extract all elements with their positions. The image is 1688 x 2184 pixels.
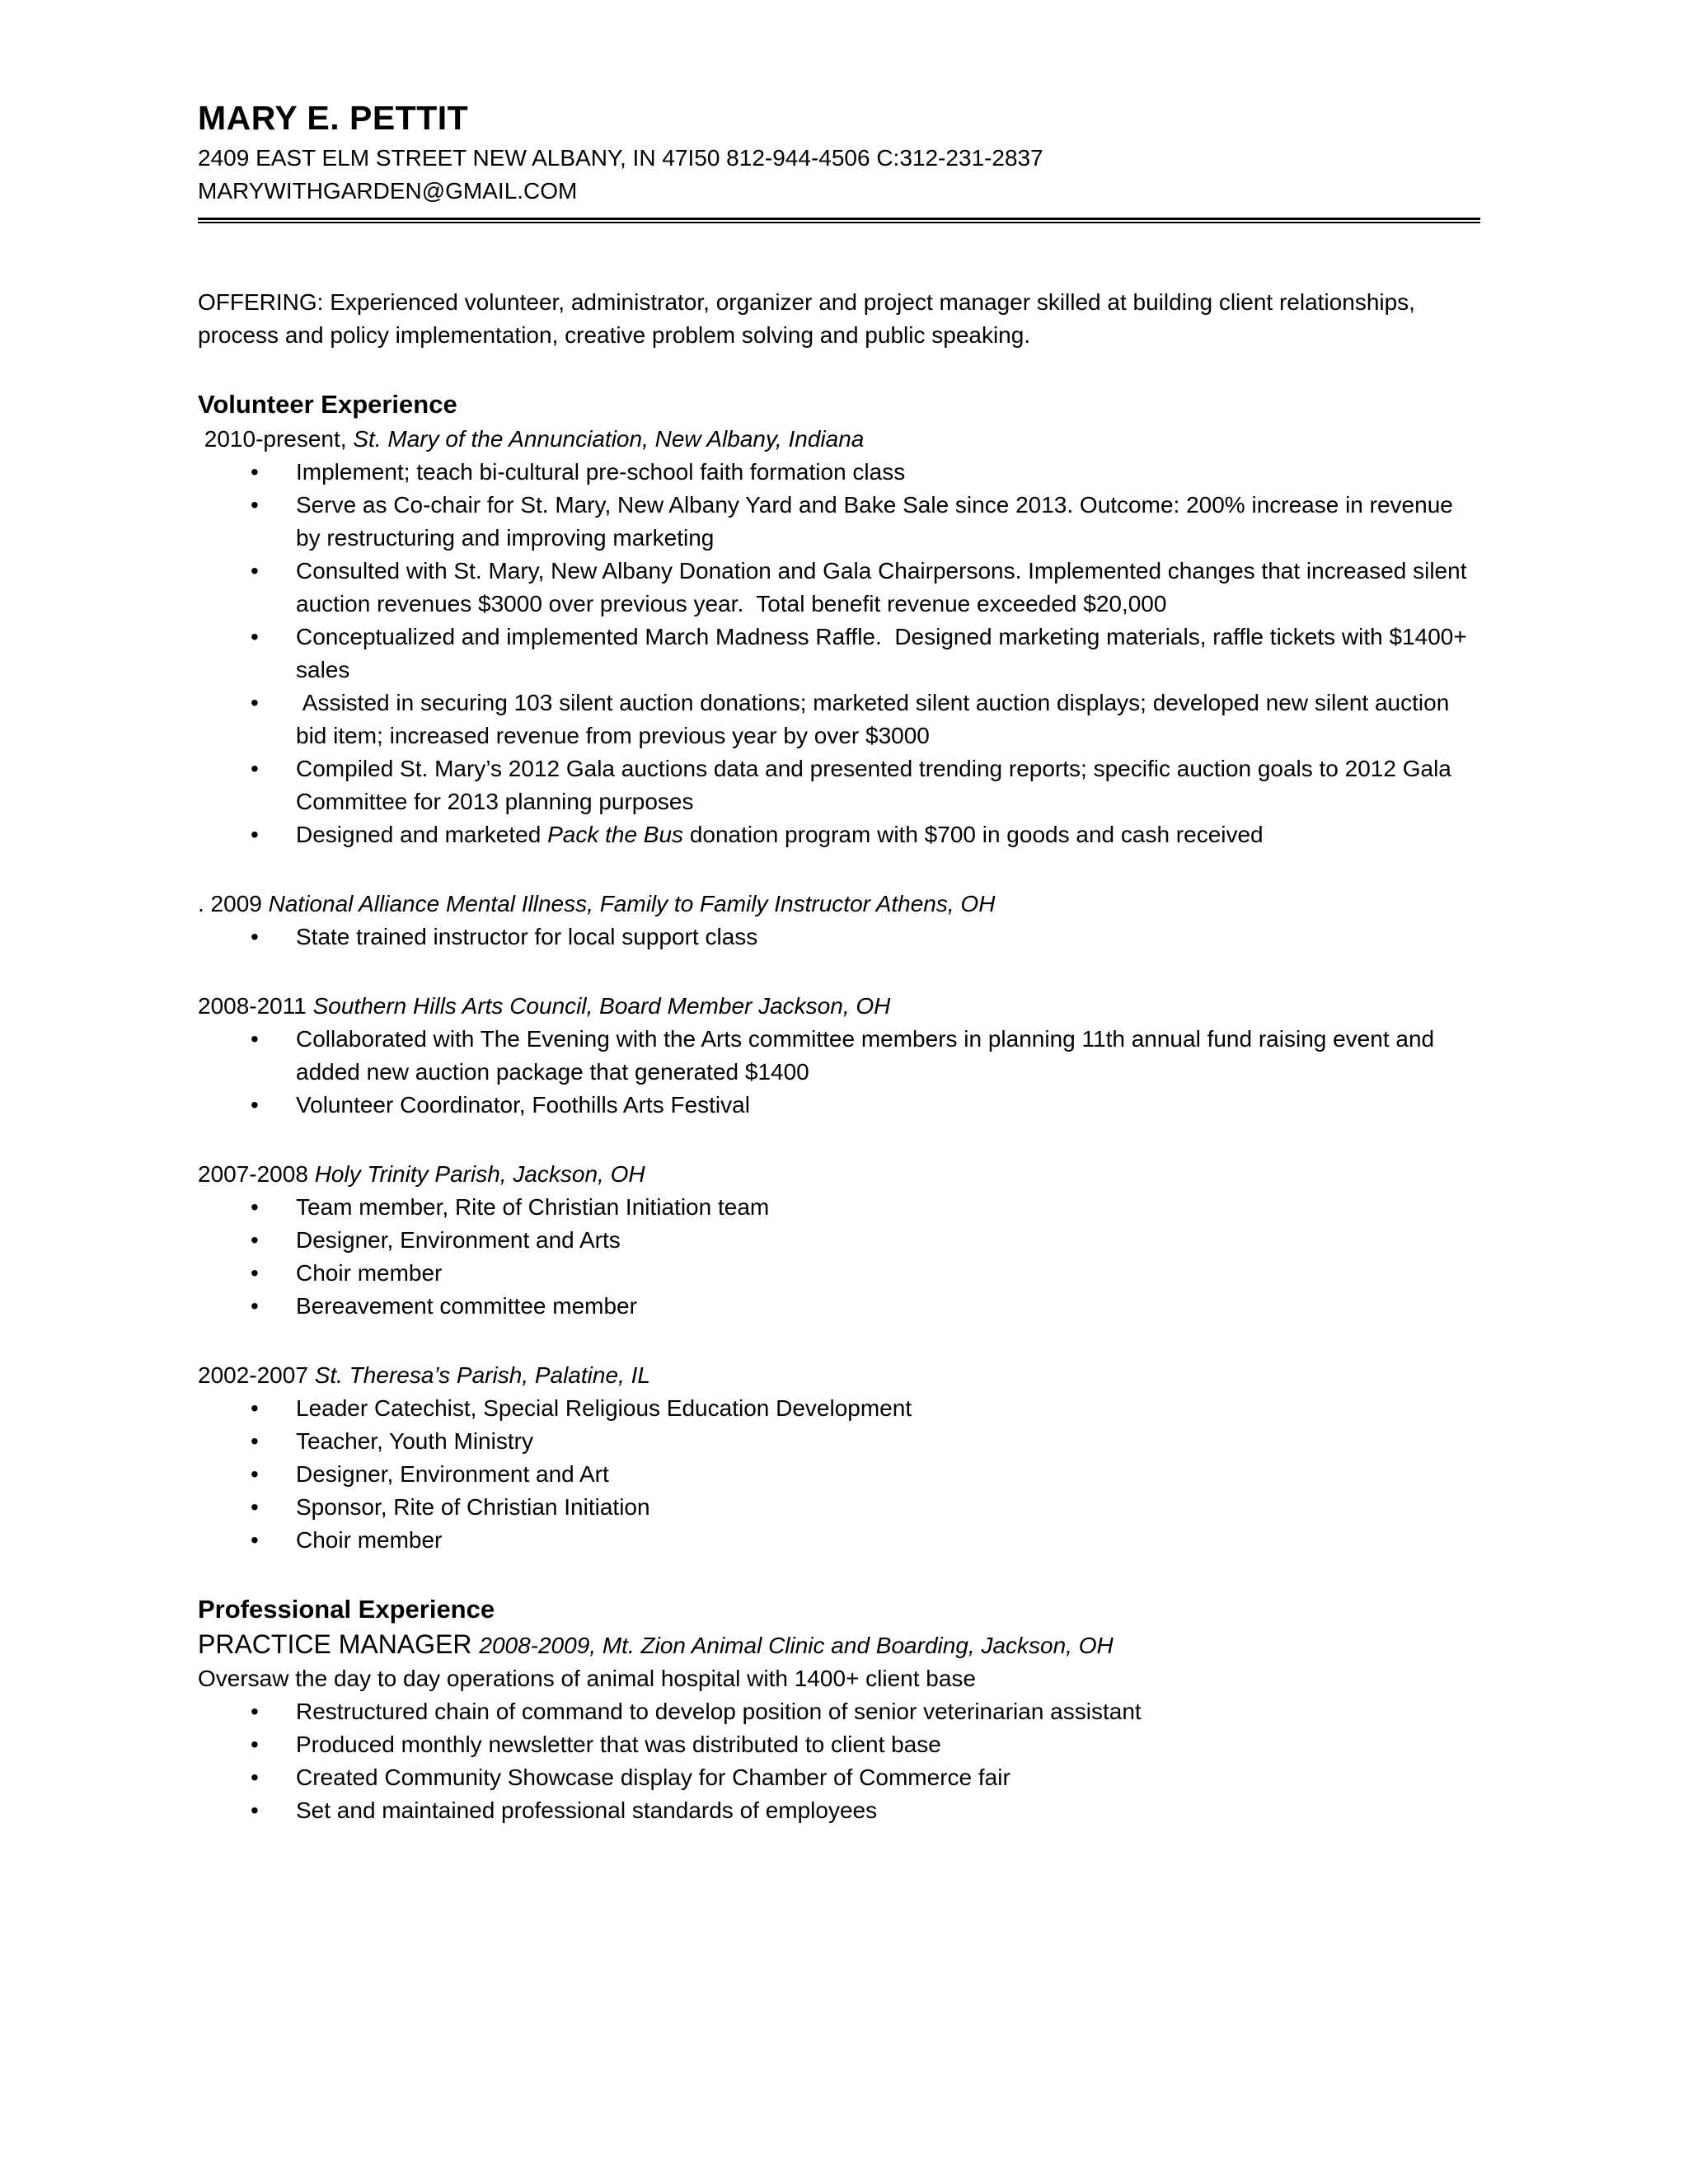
bullet-item [198,1224,1480,1257]
text-segment: Serve as Co-chair for St. Mary, New Albany Yard and Bake Sale since 2013. Outcome: 200% increase in revenue by restructuring and improving marketing [296,492,1460,551]
bullet-list [198,1695,1480,1827]
text-segment: State trained instructor for local support class [296,924,758,949]
entry-heading [198,990,1480,1023]
text-segment: Conceptualized and implemented March Madness Raffle. Designed marketing materials, raffle tickets with $1400+ sales [296,624,1474,682]
experience-entry [198,423,1480,851]
bullet-item [198,456,1480,489]
text-segment: PRACTICE MANAGER [198,1629,480,1659]
bullet-item [198,1257,1480,1290]
text-segment: Bereavement committee member [296,1293,637,1319]
text-segment: 2007-2008 [198,1161,315,1187]
bullet-item [198,1290,1480,1323]
entry-intro: Oversaw the day to day operations of animal hospital with 1400+ client base [198,1666,977,1691]
text-segment: Restructured chain of command to develop position of senior veterinarian assistant [296,1699,1142,1724]
text-segment: 2008-2009, Mt. Zion Animal Clinic and Boarding, Jackson, OH [479,1633,1114,1658]
bullet-item [198,1728,1480,1761]
text-segment: Team member, Rite of Christian Initiation team [296,1194,770,1220]
entry-heading [198,423,1480,456]
section-title: Volunteer Experience [198,390,457,419]
resume-section [198,387,1480,1557]
section-title: Professional Experience [198,1595,495,1624]
text-segment: Consulted with St. Mary, New Albany Donation and Gala Chairpersons. Implemented changes that increased silent auction revenues $3000 over previous year. Total benefit revenue exceeded $20,000 [296,558,1474,616]
text-segment: Assisted in securing 103 silent auction donations; marketed silent auction displays; developed new silent auction bid item; increased revenue from previous year by over $3000 [296,690,1456,748]
bullet-list [198,1191,1480,1323]
bullet-item [198,752,1480,818]
entry-heading [198,1158,1480,1191]
text-segment: Designer, Environment and Arts [296,1227,621,1253]
bullet-item [198,1425,1480,1458]
offering-summary: OFFERING: Experienced volunteer, administrator, organizer and project manager skilled at building client relationships, process and policy implementation, creative problem solving and public speaking. [198,289,1422,348]
text-segment: Collaborated with The Evening with the Arts committee members in planning 11th annual fund raising event and added new auction package that generated $1400 [296,1026,1441,1085]
sections [198,387,1480,1827]
text-segment: Southern Hills Arts Council, Board Member Jackson, OH [312,993,891,1019]
text-segment: Produced monthly newsletter that was distributed to client base [296,1732,941,1757]
experience-entry [198,1359,1480,1557]
bullet-item [198,555,1480,621]
experience-entry [198,888,1480,954]
bullet-item [198,621,1480,687]
bullet-item [198,1794,1480,1827]
address-phone-line: 2409 EAST ELM STREET NEW ALBANY, IN 47I50 812-944-4506 C:312-231-2837 [198,145,1043,171]
text-segment: National Alliance Mental Illness, Family to Family Instructor Athens, OH [268,891,996,916]
text-segment: Choir member [296,1527,443,1553]
experience-entry [198,1158,1480,1323]
text-segment: Designed and marketed [296,822,548,847]
header-divider [198,218,1480,223]
text-segment: Created Community Showcase display for Chamber of Commerce fair [296,1765,1010,1790]
text-segment: 2008-2011 [198,993,313,1019]
bullet-item [198,1524,1480,1557]
text-segment: Implement; teach bi-cultural pre-school faith formation class [296,459,906,485]
bullet-item [198,1392,1480,1425]
bullet-item [198,1191,1480,1224]
bullet-item [198,1761,1480,1794]
entry-heading [198,1628,1480,1662]
text-segment: Designer, Environment and Art [296,1461,609,1487]
text-segment: . 2009 [198,891,269,916]
text-segment: Choir member [296,1260,443,1286]
experience-entry [198,1628,1480,1827]
bullet-item [198,1089,1480,1122]
text-segment: 2002-2007 [198,1362,315,1388]
resume-header [198,97,1480,223]
bullet-item [198,1491,1480,1524]
bullet-item [198,818,1480,851]
bullet-item [198,687,1480,752]
entry-heading [198,1359,1480,1392]
bullet-list [198,1023,1480,1122]
text-segment: Volunteer Coordinator, Foothills Arts Festival [296,1092,750,1118]
text-segment: St. Mary of the Annunciation, New Albany, Indiana [353,426,865,452]
text-segment: Compiled St. Mary’s 2012 Gala auctions data and presented trending reports; specific auction goals to 2012 Gala Committee for 2013 planning purposes [296,756,1458,814]
text-segment: Teacher, Youth Ministry [296,1428,533,1454]
resume-section [198,1591,1480,1827]
bullet-list [198,456,1480,851]
email-line: MARYWITHGARDEN@GMAIL.COM [198,178,578,204]
bullet-item [198,1458,1480,1491]
bullet-list [198,1392,1480,1557]
bullet-item [198,1023,1480,1089]
text-segment: Holy Trinity Parish, Jackson, OH [314,1161,645,1187]
text-segment: St. Theresa’s Parish, Palatine, IL [314,1362,650,1388]
text-segment: 2010-present, [198,426,354,452]
text-segment: Leader Catechist, Special Religious Education Development [296,1395,912,1421]
text-segment: Sponsor, Rite of Christian Initiation [296,1494,650,1520]
bullet-item [198,921,1480,954]
person-name: MARY E. PETTIT [198,99,469,137]
bullet-item [198,1695,1480,1728]
text-segment: donation program with $700 in goods and cash received [683,822,1264,847]
entry-heading [198,888,1480,921]
text-segment: Set and maintained professional standards of employees [296,1797,878,1823]
bullet-item [198,489,1480,555]
experience-entry [198,990,1480,1122]
text-segment: Pack the Bus [547,822,684,847]
bullet-list [198,921,1480,954]
